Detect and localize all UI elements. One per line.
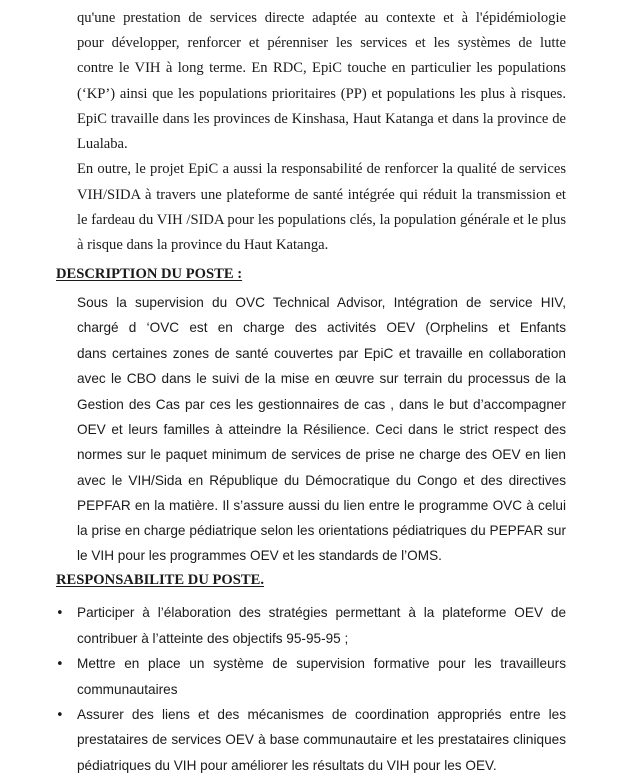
list-item-line: Mettre en place un système de supervision formative pour les travailleurs [77,656,566,671]
list-item-line: pédiatriques du VIH pour améliorer les résultats du VIH pour les OEV. [77,758,497,773]
intro-line: qu'une prestation de services directe adaptée au contexte et à l'épidémiologie [77,10,566,26]
description-line: PEPFAR en la matière. Il s’assure aussi du lien entre le programme OVC à celui [77,498,566,513]
description-line: chargé d ‘OVC est en charge des activités OEV (Orphelins et Enfants [77,320,566,335]
list-item-line: Participer à l’élaboration des stratégies permettant à la plateforme OEV de [77,605,566,620]
intro-line: VIH/SIDA à travers une plateforme de santé intégrée qui réduit la transmission et [77,187,566,203]
description-line: avec le VIH/Sida en République du Démocratique du Congo et des directives [77,473,566,488]
description-line: le VIH pour les programmes OEV et les standards de l’OMS. [77,548,442,563]
bullet-icon: • [56,606,64,621]
description-line: OEV et leurs familles à atteindre la Résilience. Ceci dans le strict respect des [77,422,566,437]
description-line: dans certaines zones de santé couvertes par EpiC et travaille en collaboration [77,346,566,361]
intro-line: En outre, le projet EpiC a aussi la responsabilité de renforcer la qualité de services [77,161,566,177]
intro-line: pour développer, renforcer et pérenniser les services et les systèmes de lutte [77,35,566,51]
intro-line: EpiC travaille dans les provinces de Kinshasa, Haut Katanga et dans la province de [77,111,566,127]
intro-line: à risque dans la province du Haut Katanga. [77,237,329,253]
description-line: Sous la supervision du OVC Technical Advisor, Intégration de service HIV, [77,295,566,310]
intro-line: (‘KP’) ainsi que les populations prioritaires (PP) et populations les plus à risques. [77,86,566,102]
description-line: normes sur le paquet minimum de services de prise ne charge des OEV en lien [77,447,566,462]
list-item-line: prestataires de services OEV à base communautaire et les prestataires cliniques [77,732,566,747]
bullet-icon: • [56,708,64,723]
bullet-icon: • [56,657,64,672]
description-line: la prise en charge pédiatrique selon les orientations pédiatriques du PEPFAR sur [77,523,566,538]
description-heading: DESCRIPTION DU POSTE : [56,266,243,282]
intro-line: le fardeau du VIH /SIDA pour les populations clés, la population générale et le plus [77,212,566,228]
list-item-line: Assurer des liens et des mécanismes de coordination appropriés entre les [77,707,566,722]
description-line: Gestion des Cas par ces les gestionnaires de cas , dans le but d’accompagner [77,397,566,412]
list-item-line: contribuer à l’atteinte des objectifs 95-95-95 ; [77,631,349,646]
list-item-line: communautaires [77,682,178,697]
responsabilite-heading: RESPONSABILITE DU POSTE. [56,572,265,588]
intro-line: Lualaba. [77,136,128,152]
description-line: avec le CBO dans le suivi de la mise en œuvre sur terrain du processus de la [77,371,566,386]
intro-line: contre le VIH à long terme. En RDC, EpiC touche en particulier les populations [77,60,566,76]
